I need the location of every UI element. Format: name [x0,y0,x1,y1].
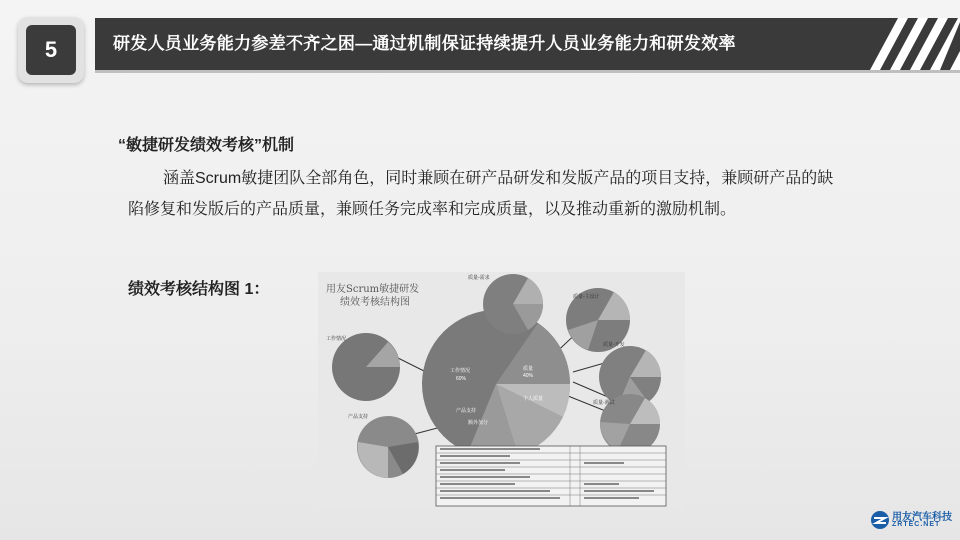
title-underline [95,70,960,73]
slice-product: 产品支持 [456,408,477,414]
right2-circle-label: 质量-开发 [603,342,625,348]
decorative-stripes [850,18,960,70]
slice-quality-pct: 40% [523,373,534,379]
logo-name: 用友汽车科技 [892,512,952,523]
center-pct: 60% [456,376,467,382]
bottom-left-circle-label: 产品支持 [348,414,369,420]
logo-icon [870,510,890,530]
left-circle-label: 工作情况 [326,336,347,342]
center-pie [422,310,570,458]
figure-table [436,446,666,506]
company-logo [870,506,958,536]
slice-quality: 质量 [523,366,534,372]
center-label: 工作情况 [450,368,471,374]
left-pie [332,333,400,401]
slide-title: 研发人员业务能力参差不齐之困—通过机制保证持续提升人员业务能力和研发效率 [113,34,736,53]
performance-structure-figure [318,272,685,510]
title-bar [95,18,960,70]
slice-personal: 个人质量 [523,396,544,402]
top-circle-label: 质量-需求 [468,275,490,281]
slide-number-frame [18,17,84,83]
slice-bonus: 额外加分 [468,420,489,426]
slide-number: 5 [26,25,76,75]
bottom-left-pie [357,416,419,478]
section-heading: “敏捷研发绩效考核”机制 [118,137,295,154]
figure-label: 绩效考核结构图 1： [128,281,270,298]
figure-title-line1: 用友Scrum敏捷研发 [326,284,420,295]
body-paragraph: 涵盖Scrum敏捷团队全部角色，同时兼顾在研产品研发和发版产品的项目支持，兼顾研产品的缺陷修复和发版后的产品质量，兼顾任务完成率和完成质量，以及推动重新的激励机制。 [128,170,834,218]
figure-diagram [318,272,685,510]
top-pie [483,274,543,334]
right1-circle-label: 质量-主设计 [573,294,600,300]
figure-title-line2: 绩效考核结构图 [340,297,410,308]
logo-domain: ZRTEC.NET [892,521,941,528]
right3-circle-label: 质量-测试 [593,400,615,406]
